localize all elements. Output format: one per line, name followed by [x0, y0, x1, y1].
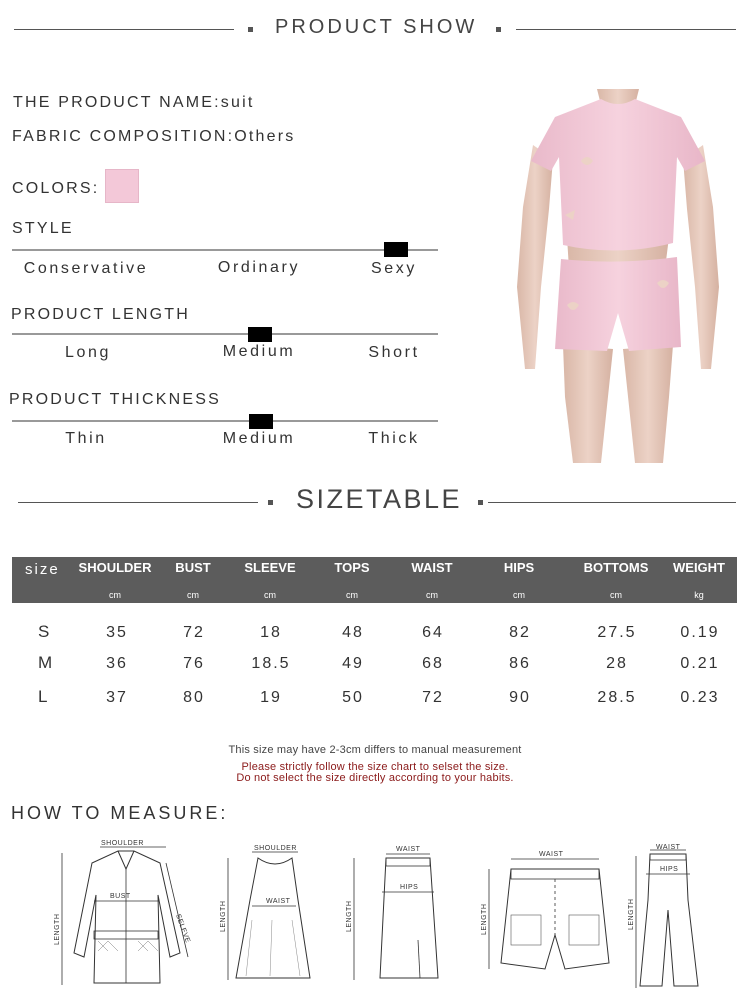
shorts-measure-diagram [475, 845, 615, 975]
label-trousers-waist: WAIST [656, 844, 681, 851]
size-warning-1: Please strictly follow the size chart to selset the size. [241, 761, 509, 773]
table-cell: 64 [422, 624, 444, 641]
table-cell: 49 [342, 655, 364, 672]
style-option-sexy: Sexy [371, 260, 417, 277]
col-sleeve: SLEEVE [244, 560, 296, 575]
sizetable-title: SIZETABLE [296, 484, 463, 514]
table-cell: 0.23 [680, 689, 720, 706]
label-dress-length: LENGTH [220, 900, 227, 932]
col-weight: WEIGHT [673, 560, 725, 575]
thickness-marker [249, 414, 273, 429]
label-shoulder: SHOULDER [101, 840, 144, 847]
table-cell: 76 [183, 655, 205, 672]
thickness-option-medium: Medium [222, 430, 296, 447]
col-hips: HIPS [503, 560, 535, 575]
label-dress-shoulder: SHOULDER [254, 845, 297, 852]
table-cell: 18.5 [251, 655, 291, 672]
label-trousers-hips: HIPS [660, 866, 679, 873]
unit-tops: cm [346, 590, 358, 600]
label-length: LENGTH [54, 913, 61, 945]
length-option-short: Short [368, 344, 420, 361]
unit-shoulder: cm [109, 590, 121, 600]
table-cell: 36 [106, 655, 128, 672]
unit-bust: cm [187, 590, 199, 600]
col-waist: WAIST [411, 560, 453, 575]
length-scale-line [12, 333, 438, 335]
table-cell: 72 [183, 624, 205, 641]
thickness-option-thick: Thick [368, 430, 420, 447]
sizetable-rule-right [488, 502, 736, 503]
product-name: THE PRODUCT NAME:suit [13, 94, 255, 111]
table-cell: 18 [260, 624, 282, 641]
trousers-measure-diagram [624, 840, 704, 992]
label-dress-waist: WAIST [266, 898, 291, 905]
row-s-size: S [38, 622, 50, 641]
table-cell: 37 [106, 689, 128, 706]
sizetable-rule-left [18, 502, 258, 503]
label-shorts-waist: WAIST [539, 851, 564, 858]
table-cell: 48 [342, 624, 364, 641]
label-bust: BUST [110, 893, 131, 900]
header-bullet-left [248, 27, 253, 32]
table-cell: 50 [342, 689, 364, 706]
thickness-scale-line [12, 420, 438, 422]
product-photo [505, 87, 731, 465]
length-option-medium: Medium [222, 343, 296, 360]
length-marker [248, 327, 272, 342]
col-shoulder: SHOULDER [78, 560, 152, 575]
table-cell: 72 [422, 689, 444, 706]
label-selve: SELEVE [174, 913, 192, 945]
table-cell: 0.19 [680, 624, 720, 641]
col-bust: BUST [175, 560, 211, 575]
style-title: STYLE [12, 220, 74, 237]
page-title: PRODUCT SHOW [275, 16, 478, 38]
size-column-header: size [25, 561, 60, 578]
table-cell: 0.21 [680, 655, 720, 672]
table-cell: 68 [422, 655, 444, 672]
colors-label: COLORS: [12, 180, 100, 197]
table-cell: 86 [509, 655, 531, 672]
style-scale-line [12, 249, 438, 251]
size-warning-2: Do not select the size directly according to your habits. [236, 772, 514, 784]
row-l-size: L [38, 687, 48, 706]
table-cell: 19 [260, 689, 282, 706]
style-option-ordinary: Ordinary [217, 259, 301, 276]
label-trousers-length: LENGTH [628, 898, 635, 930]
label-skirt-waist: WAIST [396, 846, 421, 853]
table-cell: 27.5 [597, 624, 637, 641]
unit-weight: kg [694, 590, 704, 600]
measurement-note: This size may have 2-3cm differs to manual measurement [228, 744, 522, 756]
sizetable-bullet-left [268, 500, 273, 505]
fabric-composition: FABRIC COMPOSITION:Others [12, 128, 296, 145]
col-tops: TOPS [334, 560, 370, 575]
skirt-measure-diagram [340, 840, 440, 990]
col-bottoms: BOTTOMS [583, 560, 649, 575]
header-rule-right [516, 29, 736, 30]
thickness-option-thin: Thin [65, 430, 107, 447]
table-cell: 90 [509, 689, 531, 706]
label-skirt-length: LENGTH [346, 900, 353, 932]
how-to-measure-title: HOW TO MEASURE: [11, 803, 229, 823]
length-option-long: Long [65, 344, 111, 361]
length-title: PRODUCT LENGTH [11, 306, 190, 323]
table-cell: 80 [183, 689, 205, 706]
jacket-measure-diagram [48, 835, 198, 990]
row-m-size: M [38, 653, 53, 672]
unit-sleeve: cm [264, 590, 276, 600]
header-bullet-right [496, 27, 501, 32]
color-swatch-pink[interactable] [105, 169, 139, 203]
label-skirt-hips: HIPS [400, 884, 419, 891]
sizetable-bullet-right [478, 500, 483, 505]
table-cell: 35 [106, 624, 128, 641]
unit-bottoms: cm [610, 590, 622, 600]
table-cell: 82 [509, 624, 531, 641]
label-shorts-length: LENGTH [481, 903, 488, 935]
unit-waist: cm [426, 590, 438, 600]
table-cell: 28 [606, 655, 628, 672]
header-rule-left [14, 29, 234, 30]
thickness-title: PRODUCT THICKNESS [9, 391, 221, 408]
style-marker [384, 242, 408, 257]
style-option-conservative: Conservative [23, 260, 149, 277]
unit-hips: cm [513, 590, 525, 600]
table-cell: 28.5 [597, 689, 637, 706]
dress-measure-diagram [212, 840, 312, 990]
